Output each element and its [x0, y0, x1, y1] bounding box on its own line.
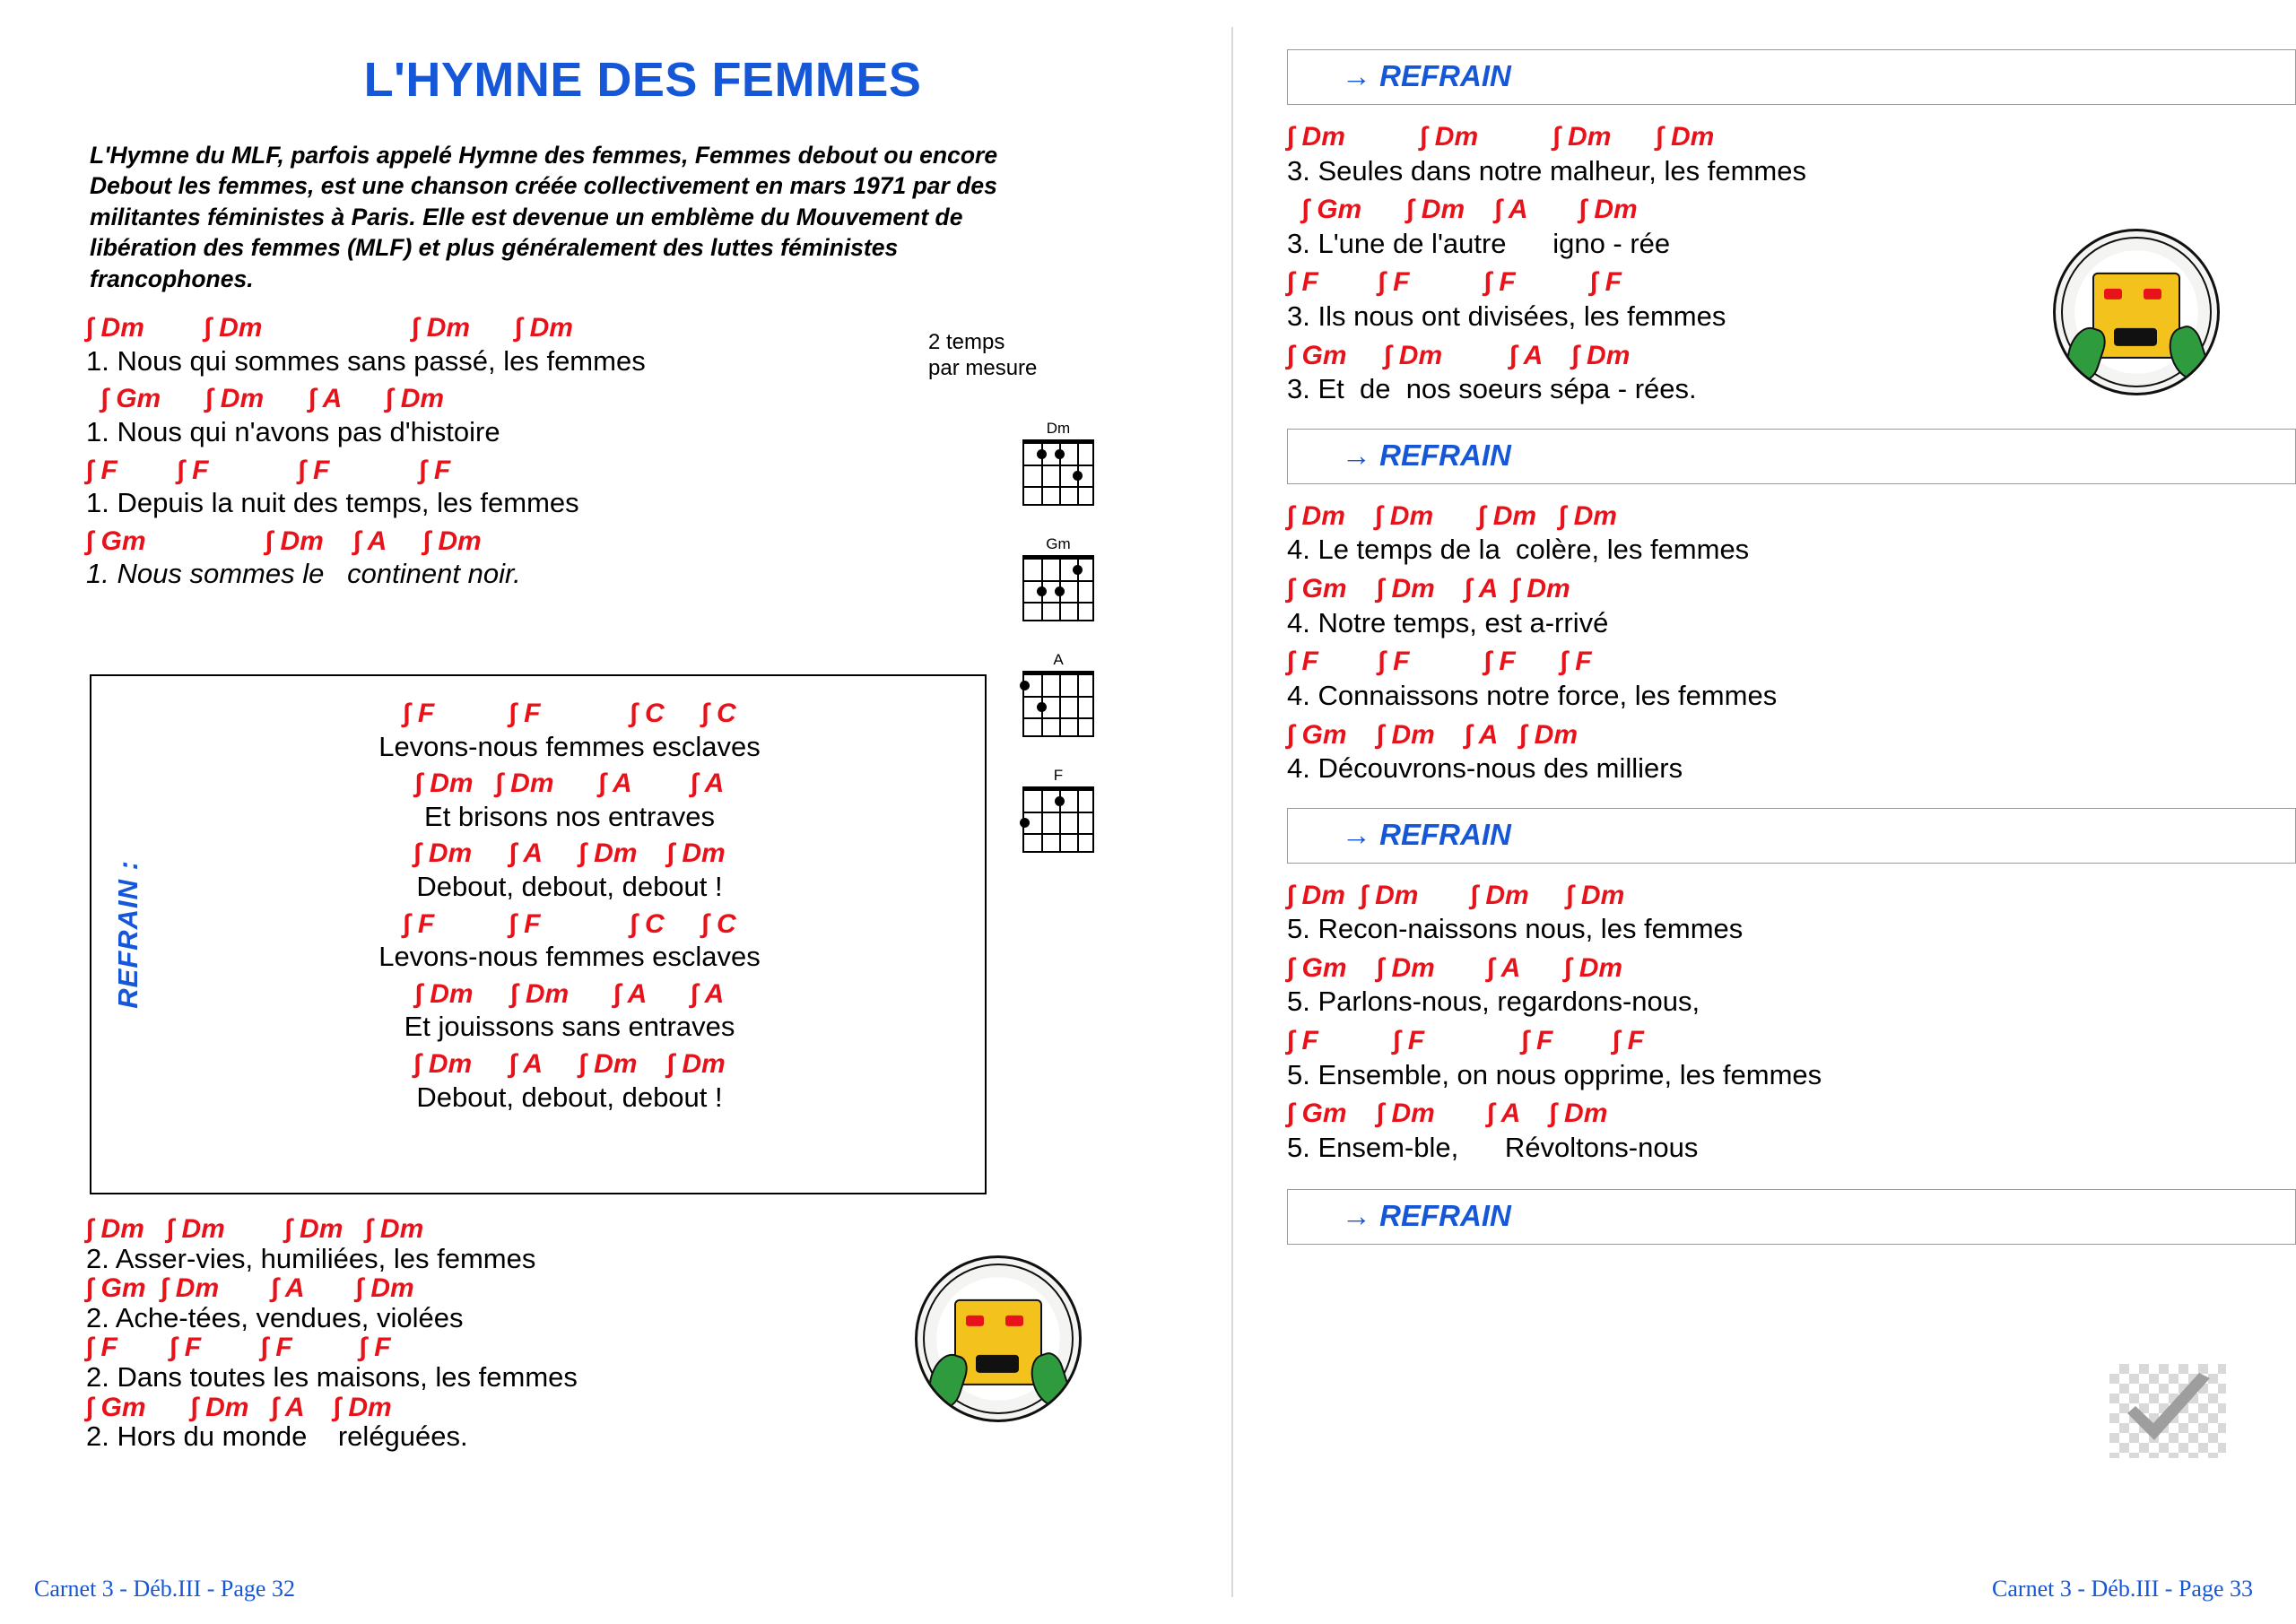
footer-left: Carnet 3 - Déb.III - Page 32: [34, 1576, 295, 1602]
refrain-banner: [1287, 1189, 2296, 1245]
fretboard-grid: [1022, 439, 1094, 506]
chord-diagram-label: F: [1053, 767, 1064, 784]
lyric-line: 3. Et de nos soeurs sépa - rées.: [1287, 373, 1697, 405]
refrain-label-text: REFRAIN :: [112, 860, 144, 1009]
tiki-icon: [954, 1299, 1042, 1385]
finger-dot: [1020, 818, 1030, 828]
finger-dot: [1037, 449, 1047, 459]
chord-line: ∫ Gm ∫ Dm ∫ A ∫ Dm: [1287, 952, 1623, 983]
intro-paragraph: L'Hymne du MLF, parfois appelé Hymne des femmes, Femmes debout ou encore Debout les femmes, est une chanson créée collectivement en mars 1971 par des militantes féministes à Paris. Elle est devenue un emblème du Mouvement de libération des femmes (MLF) et plus généralement des luttes féministes francophones.: [90, 142, 998, 292]
chord-diagram-list: [1009, 420, 1108, 882]
lyric-line: 2. Hors du monde reléguées.: [86, 1420, 468, 1453]
chord-line: ∫ F ∫ F ∫ F ∫ F: [1287, 267, 1622, 298]
chord-line: ∫ F ∫ F ∫ F ∫ F: [86, 455, 451, 485]
chord-line: ∫ Dm ∫ A ∫ Dm ∫ Dm: [413, 838, 726, 869]
chord-line: ∫ F ∫ F ∫ F ∫ F: [1287, 647, 1592, 677]
refrain-banner: [1287, 429, 2296, 484]
finger-dot: [1055, 796, 1065, 806]
refrain-banner-text: → REFRAIN: [1342, 438, 1511, 472]
chord-line: ∫ Gm ∫ Dm ∫ A ∫ Dm: [1287, 574, 1570, 604]
fretboard-grid: [1022, 786, 1094, 853]
chord-line: ∫ Gm ∫ Dm ∫ A ∫ Dm: [86, 384, 445, 414]
lyric-line: Debout, debout, debout !: [416, 870, 723, 902]
lyric-line: 2. Dans toutes les maisons, les femmes: [86, 1360, 578, 1393]
right-page: [1233, 0, 2296, 1624]
lyric-line: 3. Seules dans notre malheur, les femmes: [1287, 154, 1806, 187]
lyric-line: 2. Ache-tées, vendues, violées: [86, 1301, 464, 1333]
verse-4: [1287, 502, 2296, 785]
page-title: L'HYMNE DES FEMMES: [363, 53, 922, 107]
chord-diagram-label: Dm: [1046, 420, 1071, 437]
finger-dot: [1037, 586, 1047, 596]
tiki-icon: [2092, 273, 2180, 359]
lyric-line: 5. Ensemble, on nous opprime, les femmes: [1287, 1058, 1822, 1090]
chord-diagram-dm: [1009, 420, 1108, 506]
chord-diagram-label: A: [1053, 651, 1064, 668]
chord-line: ∫ Gm ∫ Dm ∫ A ∫ Dm: [86, 1392, 392, 1422]
tempo-note-line2: par mesure: [928, 355, 1038, 380]
refrain-banner-text: → REFRAIN: [1342, 59, 1511, 92]
fretboard-grid: [1022, 555, 1094, 621]
finger-dot: [1055, 586, 1065, 596]
brand-logo: [2053, 229, 2220, 395]
chord-line: ∫ Dm ∫ Dm ∫ Dm ∫ Dm: [1287, 122, 1715, 152]
chord-line: ∫ Gm ∫ Dm ∫ A ∫ Dm: [1287, 195, 1638, 225]
lyric-line: 3. Ils nous ont divisées, les femmes: [1287, 300, 1726, 332]
chord-diagram-gm: [1009, 535, 1108, 621]
chord-line: ∫ Gm ∫ Dm ∫ A ∫ Dm: [86, 525, 482, 556]
lyric-line: 3. L'une de l'autre igno - rée: [1287, 227, 1671, 259]
tempo-note: [928, 330, 1037, 382]
chord-line: ∫ Dm ∫ Dm ∫ A ∫ A: [414, 978, 725, 1009]
chord-line: ∫ Dm ∫ Dm ∫ Dm ∫ Dm: [1287, 500, 1617, 531]
lyric-line: 1. Nous qui sommes sans passé, les femmes: [86, 344, 646, 377]
refrain-box: [90, 674, 987, 1194]
chord-diagram-a: [1009, 651, 1108, 737]
chord-line: ∫ Dm ∫ A ∫ Dm ∫ Dm: [413, 1049, 726, 1080]
verse-5: [1287, 881, 2296, 1164]
fretboard-grid: [1022, 671, 1094, 737]
lyric-line: 5. Recon-naissons nous, les femmes: [1287, 913, 1744, 945]
chord-line: ∫ F ∫ F ∫ F ∫ F: [86, 1333, 391, 1363]
tempo-note-line1: 2 temps: [928, 330, 1005, 354]
chord-line: ∫ Dm ∫ Dm ∫ Dm ∫ Dm: [86, 1214, 424, 1244]
lyric-line: 1. Nous qui n'avons pas d'histoire: [86, 415, 500, 447]
finger-dot: [1055, 449, 1065, 459]
verse-2: [86, 1215, 578, 1453]
lyric-line: 1. Nous sommes le continent noir.: [86, 558, 521, 590]
lyric-line: Et brisons nos entraves: [424, 800, 715, 832]
chord-line: ∫ Dm ∫ Dm ∫ A ∫ A: [414, 769, 725, 799]
refrain-label: [108, 676, 149, 1193]
lyric-line: 2. Asser-vies, humiliées, les femmes: [86, 1242, 536, 1274]
refrain-banner: [1287, 49, 2296, 105]
chord-line: ∫ F ∫ F ∫ C ∫ C: [403, 699, 736, 728]
refrain-content: [163, 692, 976, 1113]
chord-line: ∫ Gm ∫ Dm ∫ A ∫ Dm: [1287, 1099, 1608, 1129]
brand-logo: [915, 1255, 1082, 1422]
lyric-line: 4. Connaissons notre force, les femmes: [1287, 679, 1778, 711]
chord-line: ∫ F ∫ F ∫ F ∫ F: [1287, 1026, 1644, 1056]
refrain-banner-text: → REFRAIN: [1342, 817, 1511, 851]
chord-line: ∫ Gm ∫ Dm ∫ A ∫ Dm: [1287, 340, 1631, 370]
finger-dot: [1020, 681, 1030, 690]
chord-line: ∫ F ∫ F ∫ C ∫ C: [403, 908, 736, 939]
lyric-line: Debout, debout, debout !: [416, 1081, 723, 1113]
lyric-line: 1. Depuis la nuit des temps, les femmes: [86, 487, 579, 519]
checkmark-icon: [2109, 1364, 2226, 1458]
footer-right: Carnet 3 - Déb.III - Page 33: [1992, 1576, 2253, 1602]
chord-diagram-f: [1009, 767, 1108, 853]
chord-line: ∫ Dm ∫ Dm ∫ Dm ∫ Dm: [86, 313, 573, 343]
finger-dot: [1073, 471, 1083, 481]
lyric-line: 5. Parlons-nous, regardons-nous,: [1287, 986, 1700, 1018]
lyric-line: Levons-nous femmes esclaves: [378, 941, 761, 973]
refrain-banner: [1287, 808, 2296, 864]
finger-dot: [1037, 702, 1047, 712]
lyric-line: 4. Découvrons-nous des milliers: [1287, 752, 1683, 785]
chord-diagram-label: Gm: [1046, 535, 1071, 552]
lyric-line: 5. Ensem-ble, Révoltons-nous: [1287, 1131, 1699, 1163]
lyric-line: Et jouissons sans entraves: [404, 1011, 735, 1043]
lyric-line: 4. Notre temps, est a-rrivé: [1287, 606, 1609, 638]
finger-dot: [1073, 565, 1083, 575]
lyric-line: Levons-nous femmes esclaves: [378, 730, 761, 762]
chord-line: ∫ Gm ∫ Dm ∫ A ∫ Dm: [86, 1273, 414, 1304]
lyric-line: 4. Le temps de la colère, les femmes: [1287, 534, 1750, 566]
refrain-banner-text: → REFRAIN: [1342, 1198, 1511, 1232]
chord-line: ∫ Gm ∫ Dm ∫ A ∫ Dm: [1287, 719, 1578, 750]
chord-line: ∫ Dm ∫ Dm ∫ Dm ∫ Dm: [1287, 880, 1625, 910]
